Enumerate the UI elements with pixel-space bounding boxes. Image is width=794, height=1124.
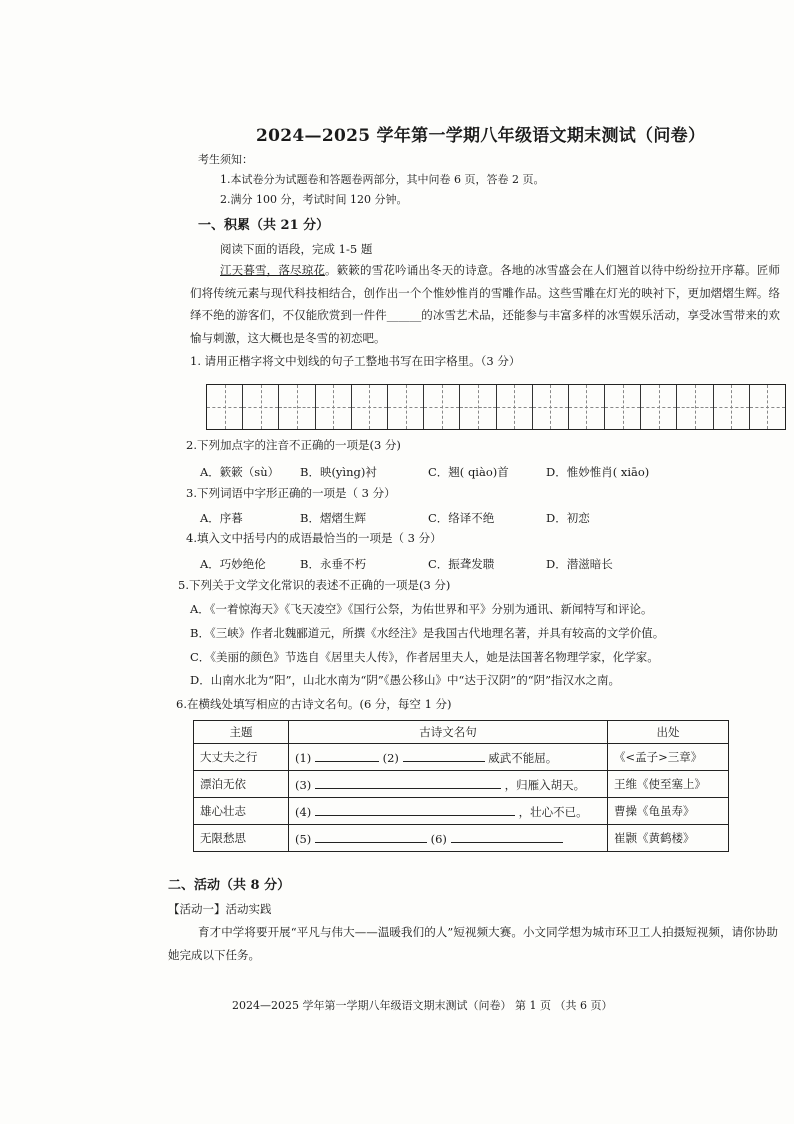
blank-label: (6) (430, 832, 447, 846)
grid-cell[interactable] (207, 385, 243, 429)
row-verse (289, 798, 608, 825)
row-source: 王维《使至塞上》 (608, 771, 729, 798)
writing-grid[interactable] (206, 384, 786, 430)
activity-description: 育才中学将要开展“平凡与伟大——温暖我们的人”短视频大赛。小文同学想为城市环卫工人拍摄短视频，请你协助她完成以下任务。 (168, 925, 778, 962)
table-row (194, 744, 729, 771)
grid-cell[interactable] (714, 385, 750, 429)
grid-cell[interactable] (497, 385, 533, 429)
question-4: 4.填入文中括号内的成语最恰当的一项是（ 3 分） (186, 531, 442, 545)
q5-option-a: A．《一着惊海天》《飞天凌空》《国行公祭，为佑世界和平》分别为通讯、新闻特写和评论。 (190, 602, 653, 616)
notice-item-2: 2.满分 100 分，考试时间 120 分钟。 (220, 193, 408, 206)
answer-blank[interactable] (315, 830, 427, 843)
option-d: D．初恋 (546, 511, 590, 525)
grid-cell[interactable] (352, 385, 388, 429)
verse-tail: ，归雁入胡天。 (504, 777, 586, 792)
question-6: 6.在横线处填写相应的古诗文名句。(6 分，每空 1 分) (176, 697, 452, 711)
option-b: B．熠熠生辉 (300, 511, 366, 525)
option-d: D．潜滋暗长 (546, 557, 613, 571)
activity-heading: 【活动一】活动实践 (168, 902, 272, 916)
option-c: C．络译不绝 (428, 511, 495, 525)
row-theme: 雄心壮志 (194, 798, 289, 825)
answer-blank[interactable] (403, 749, 485, 762)
section1-heading: 一、积累（共 21 分） (198, 218, 330, 233)
table-row (194, 825, 729, 852)
row-theme: 大丈夫之行 (194, 744, 289, 771)
grid-cell[interactable] (316, 385, 352, 429)
notice-item-1: 1.本试卷分为试题卷和答题卷两部分，其中问卷 6 页，答卷 2 页。 (220, 173, 545, 186)
option-a: A．簌簌（sù） (200, 465, 280, 479)
option-a: A．序暮 (200, 511, 243, 525)
blank-label: (5) (295, 832, 312, 846)
question-5: 5.下列关于文学文化常识的表述不正确的一项是(3 分) (178, 578, 451, 592)
grid-cell[interactable] (533, 385, 569, 429)
grid-cell[interactable] (424, 385, 460, 429)
section1-intro: 阅读下面的语段，完成 1-5 题 (220, 242, 373, 256)
q5-option-b: B．《三峡》作者北魏郦道元，所撰《水经注》是我国古代地理名著，并具有较高的文学价值。 (190, 626, 665, 640)
grid-cell[interactable] (569, 385, 605, 429)
activity-text (168, 921, 778, 966)
option-b: B．映(yìng)衬 (300, 465, 377, 479)
notice-heading: 考生须知： (198, 153, 253, 166)
row-source: 曹操《龟虽寿》 (608, 798, 729, 825)
row-theme: 漂泊无依 (194, 771, 289, 798)
table-header-theme: 主题 (194, 721, 289, 744)
row-theme: 无限愁思 (194, 825, 289, 852)
passage-underlined-sentence: 江天暮雪，落尽琼花 (220, 263, 326, 277)
reading-passage (190, 259, 780, 349)
option-c: C．振聋发聩 (428, 557, 495, 571)
answer-blank[interactable] (451, 830, 563, 843)
q5-option-d: D．山南水北为“阳”，山北水南为“阴”《愚公移山》中“达于汉阴”的“阴”指汉水之南。 (190, 673, 620, 687)
answer-blank[interactable] (315, 776, 501, 789)
passage-text: 。簌簌的雪花吟诵出冬天的诗意。各地的冰雪盛会在人们翘首以待中纷纷拉开序幕。匠师们将传统元素与现代科技相结合，创作出一个个惟妙惟肖的雪雕作品。这些雪雕在灯光的映衬下，更加熠熠生辉。络绎不绝的游客们，不仅能欣赏到一件件______的冰雪艺术品，还能参与丰富多样的冰雪娱乐活动，享受冰雪带来的欢愉与刺激，这大概也是冬雪的初恋吧。 (190, 263, 780, 345)
blank-label: (3) (295, 777, 312, 792)
row-source: 《<孟子>三章》 (608, 744, 729, 771)
verse-tail: ，壮心不已。 (518, 804, 588, 819)
section2-heading: 二、活动（共 8 分） (168, 878, 291, 893)
table-header-source: 出处 (608, 721, 729, 744)
answer-blank[interactable] (315, 749, 379, 762)
table-header-verse: 古诗文名句 (289, 721, 608, 744)
option-d: D．惟妙惟肖( xiāo) (546, 465, 650, 479)
row-verse (289, 771, 608, 798)
option-b: B．永垂不朽 (300, 557, 366, 571)
blank-label: (2) (382, 750, 399, 765)
question-1: 1. 请用正楷字将文中划线的句子工整地书写在田字格里。（3 分） (190, 354, 521, 368)
poetry-fill-table (193, 720, 729, 852)
row-source: 崔颢《黄鹤楼》 (608, 825, 729, 852)
q5-option-c: C．《美丽的颜色》节选自《居里夫人传》，作者居里夫人，她是法国著名物理学家，化学家。 (190, 650, 659, 664)
grid-cell[interactable] (677, 385, 713, 429)
blank-label: (1) (295, 750, 312, 765)
grid-cell[interactable] (279, 385, 315, 429)
table-row (194, 798, 729, 825)
page-footer: 2024—2025 学年第一学期八年级语文期末测试（问卷） 第 1 页 （共 6 页） (232, 999, 613, 1012)
grid-cell[interactable] (605, 385, 641, 429)
grid-cell[interactable] (243, 385, 279, 429)
grid-cell[interactable] (388, 385, 424, 429)
option-a: A．巧妙绝伦 (200, 557, 266, 571)
verse-tail: 威武不能屈。 (488, 750, 558, 765)
blank-label: (4) (295, 804, 312, 819)
page-title: 2024—2025 学年第一学期八年级语文期末测试（问卷） (256, 126, 706, 146)
row-verse (289, 825, 608, 852)
option-c: C．翘( qiào)首 (428, 465, 509, 479)
grid-cell[interactable] (750, 385, 785, 429)
answer-blank[interactable] (315, 803, 515, 816)
grid-cell[interactable] (641, 385, 677, 429)
table-row (194, 771, 729, 798)
row-verse (289, 744, 608, 771)
question-2: 2.下列加点字的注音不正确的一项是(3 分) (186, 438, 401, 452)
grid-cell[interactable] (460, 385, 496, 429)
question-3: 3.下列词语中字形正确的一项是（ 3 分） (186, 486, 396, 500)
